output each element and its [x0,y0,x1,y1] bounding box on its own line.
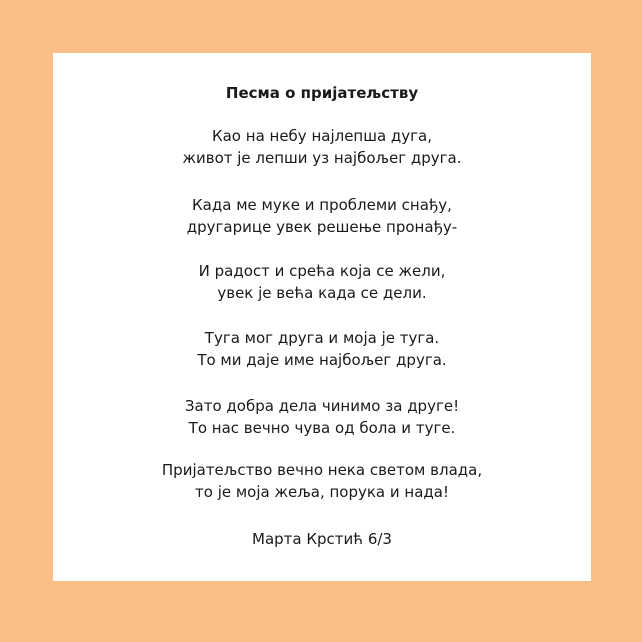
poem-stanza-1 [53,125,591,169]
poem-stanza-5 [53,395,591,439]
poem-line: Пријатељство вечно нека светом влада, [161,461,483,479]
poem-line: Зато добра дела чинимо за друге! [184,397,460,415]
poem-line: увек је већа када се дели. [217,284,427,302]
poem-line: то је моја жеља, порука и нада! [195,483,449,501]
poem-stanza-4 [53,327,591,371]
poem-line: Као на небу најлепша дуга, [211,127,433,145]
poem-line: Када ме муке и проблеми снађу, [192,196,452,214]
poem-line: Туга мог друга и моја је туга. [204,329,440,347]
poem-author: Марта Крстић 6/3 [252,530,392,548]
poem-line: И радост и срећа која се жели, [198,262,446,280]
poem-line: живот је лепши уз најбољег друга. [182,149,462,167]
poem-card [53,53,591,581]
poem-stanza-3 [53,260,591,304]
poem-stanza-2 [53,194,591,238]
poem-line: То ми даје име најбољег друга. [197,351,447,369]
poem-title: Песма о пријатељству [225,84,419,102]
poem-stanza-6 [53,459,591,503]
poem-line: То нас вечно чува од бола и туге. [188,419,456,437]
poem-line: другарице увек решење пронађу- [186,218,458,236]
